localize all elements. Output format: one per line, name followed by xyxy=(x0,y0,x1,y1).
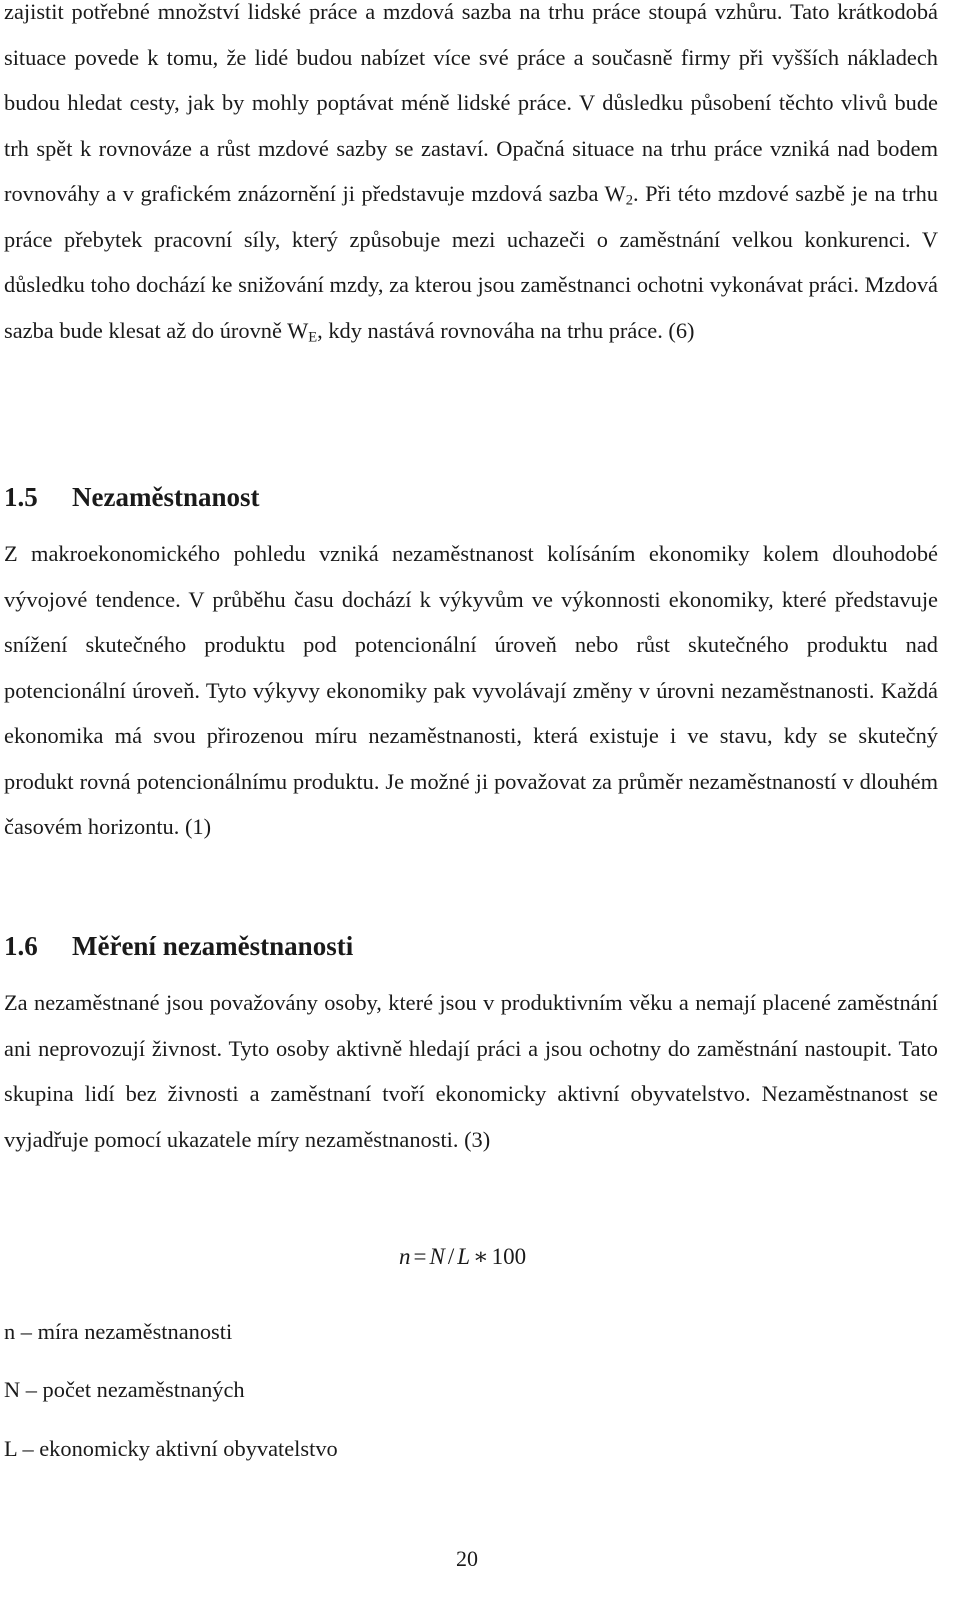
paragraph-unemployment: Z makroekonomického pohledu vzniká nezaměstnanost kolísáním ekonomiky kolem dlouhodobé vývojové tendence. V průběhu času dochází k výkyvům ve výkonnosti ekonomiky, které představuje snížení skutečného produktu pod potencionální úroveň nebo růst skutečného produktu nad potencionální úroveň. Tyto výkyvy ekonomiky pak vyvolávají změny v úrovni nezaměstnanosti. Každá ekonomika má svou přirozenou míru nezaměstnanosti, která existuje i ve stavu, kdy se skutečný produkt rovná potencionálnímu produktu. Je možné ji považovat za průměr nezaměstnaností v dlouhém časovém horizontu. (1) xyxy=(4,541,938,839)
section-number: 1.5 xyxy=(4,482,38,512)
formula-times: ∗ xyxy=(473,1244,489,1269)
paragraph-measuring-unemployment: Za nezaměstnané jsou považovány osoby, které jsou v produktivním věku a nemají placené zaměstnání ani neprovozují živnost. Tyto osoby aktivně hledají práci a jsou ochotny do zaměstnání nastoupit. Tato skupina lidí bez živnosti a zaměstnaní tvoří ekonomicky aktivní obyvatelstvo. Nezaměstnanost se vyjadřuje pomocí ukazatele míry nezaměstnanosti. (3) xyxy=(4,990,938,1152)
formula-N: N xyxy=(429,1244,445,1269)
subscript-2: 2 xyxy=(625,192,633,209)
section-heading-measuring-unemployment xyxy=(4,929,353,963)
page-number: 20 xyxy=(456,1546,478,1571)
paragraph-text: . Při této mzdové sazbě je na trhu práce přebytek pracovní síly, který způsobuje mezi uchazeči o zaměstnání velkou konkurenci. V důsledku toho dochází ke snižování mzdy, za kterou jsou zaměstnanci ochotni vykonávat práci. Mzdová sazba bude klesat až do úrovně W xyxy=(4,181,938,343)
formula-slash: / xyxy=(447,1244,455,1269)
formula-equals: = xyxy=(413,1244,427,1269)
section-title: Měření nezaměstnanosti xyxy=(72,931,354,961)
legend-item-N: N – počet nezaměstnaných xyxy=(4,1377,245,1402)
unemployment-rate-formula xyxy=(399,1240,526,1274)
subscript-e: E xyxy=(308,329,318,346)
paragraph-text: zajistit potřebné množství lidské práce a mzdová sazba na trhu práce stoupá vzhůru. Tato krátkodobá situace povede k tomu, že lidé budou nabízet více své práce a současně firmy při vyšších nákladech budou hledat cesty, jak by mohly poptávat méně lidské práce. V důsledku působení těchto vlivů bude trh spět k rovnováze a růst mzdové sazby se zastaví. Opačná situace na trhu práce vzniká nad bodem rovnováhy a v grafickém znázornění ji představuje mzdová sazba W xyxy=(4,0,938,206)
legend-item-n: n – míra nezaměstnanosti xyxy=(4,1319,233,1344)
section-heading-unemployment xyxy=(4,480,259,514)
section-number: 1.6 xyxy=(4,931,38,961)
legend-item-L: L – ekonomicky aktivní obyvatelstvo xyxy=(4,1436,338,1461)
paragraph-text: , kdy nastává rovnováha na trhu práce. (6) xyxy=(317,317,695,343)
formula-L: L xyxy=(457,1244,471,1269)
formula-n: n xyxy=(399,1244,411,1269)
section-title: Nezaměstnanost xyxy=(72,482,260,512)
formula-hundred: 100 xyxy=(491,1244,527,1269)
paragraph-labour-market xyxy=(4,0,938,353)
